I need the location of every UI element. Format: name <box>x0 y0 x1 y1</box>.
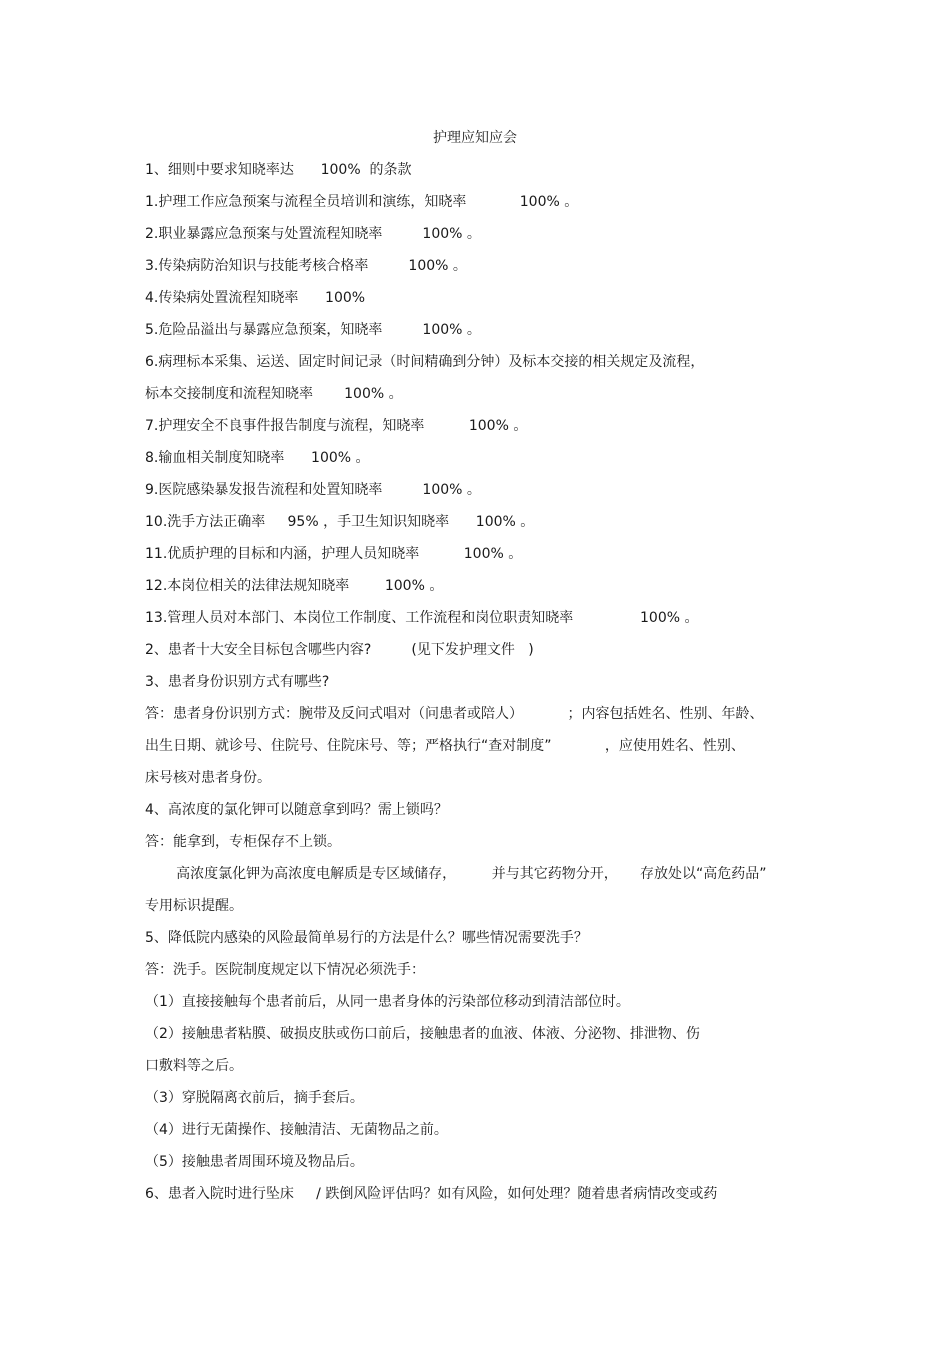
text-line: 1、细则中要求知晓率达 100% 的条款 <box>145 162 412 178</box>
text-line: 2.职业暴露应急预案与处置流程知晓率 100% 。 <box>145 226 481 242</box>
text-line: 8.输血相关制度知晓率 100% 。 <box>145 450 370 466</box>
text-line: 3.传染病防治知识与技能考核合格率 100% 。 <box>145 258 467 274</box>
text-line: 5、降低院内感染的风险最简单易行的方法是什么？哪些情况需要洗手？ <box>145 930 588 946</box>
text-line: 标本交接制度和流程知晓率 100% 。 <box>145 386 403 402</box>
text-line: 4、高浓度的氯化钾可以随意拿到吗？需上锁吗？ <box>145 802 448 818</box>
text-line: 13.管理人员对本部门、本岗位工作制度、工作流程和岗位职责知晓率 100% 。 <box>145 610 699 626</box>
text-line: 专用标识提醒。 <box>145 898 243 914</box>
text-line: 出生日期、就诊号、住院号、住院床号、等；严格执行“查对制度” ，应使用姓名、性别、 <box>145 738 745 754</box>
text-line: 口敷料等之后。 <box>145 1058 243 1074</box>
text-line: 床号核对患者身份。 <box>145 770 271 786</box>
text-line: （1）直接接触每个患者前后，从同一患者身体的污染部位移动到清洁部位时。 <box>145 994 630 1010</box>
text-line: （5）接触患者周围环境及物品后。 <box>145 1154 364 1170</box>
text-line: （4）进行无菌操作、接触清洁、无菌物品之前。 <box>145 1122 448 1138</box>
text-line: 9.医院感染暴发报告流程和处置知晓率 100% 。 <box>145 482 481 498</box>
text-line: 答：患者身份识别方式：腕带及反问式唱对（问患者或陪人） ；内容包括姓名、性别、年龄、 <box>145 706 764 722</box>
text-line: 7.护理安全不良事件报告制度与流程，知晓率 100% 。 <box>145 418 528 434</box>
text-line: 6、患者入院时进行坠床 / 跌倒风险评估吗？如有风险，如何处理？随着患者病情改变或药 <box>145 1186 718 1202</box>
text-line: （2）接触患者粘膜、破损皮肤或伤口前后，接触患者的血液、体液、分泌物、排泄物、伤 <box>145 1026 700 1042</box>
text-line: 6.病理标本采集、运送、固定时间记录（时间精确到分钟）及标本交接的相关规定及流程， <box>145 354 705 370</box>
text-line: 12.本岗位相关的法律法规知晓率 100% 。 <box>145 578 444 594</box>
text-line: 3、患者身份识别方式有哪些? <box>145 674 330 690</box>
text-line: 1.护理工作应急预案与流程全员培训和演练，知晓率 100% 。 <box>145 194 579 210</box>
text-line: 答：洗手。医院制度规定以下情况必须洗手： <box>145 962 425 978</box>
text-line: 11.优质护理的目标和内涵，护理人员知晓率 100% 。 <box>145 546 523 562</box>
page-title: 护理应知应会 <box>433 130 517 146</box>
text-line: 答：能拿到，专柜保存不上锁。 <box>145 834 341 850</box>
text-line: 10.洗手方法正确率 95% ，手卫生知识知晓率 100% 。 <box>145 514 535 530</box>
text-line: 高浓度氯化钾为高浓度电解质是专区域储存， 并与其它药物分开， 存放处以“高危药品” <box>145 866 767 882</box>
text-line: 4.传染病处置流程知晓率 100% <box>145 290 366 306</box>
text-line: 2、患者十大安全目标包含哪些内容? (见下发护理文件 ) <box>145 642 534 658</box>
text-line: 5.危险品溢出与暴露应急预案，知晓率 100% 。 <box>145 322 481 338</box>
text-line: （3）穿脱隔离衣前后，摘手套后。 <box>145 1090 364 1106</box>
